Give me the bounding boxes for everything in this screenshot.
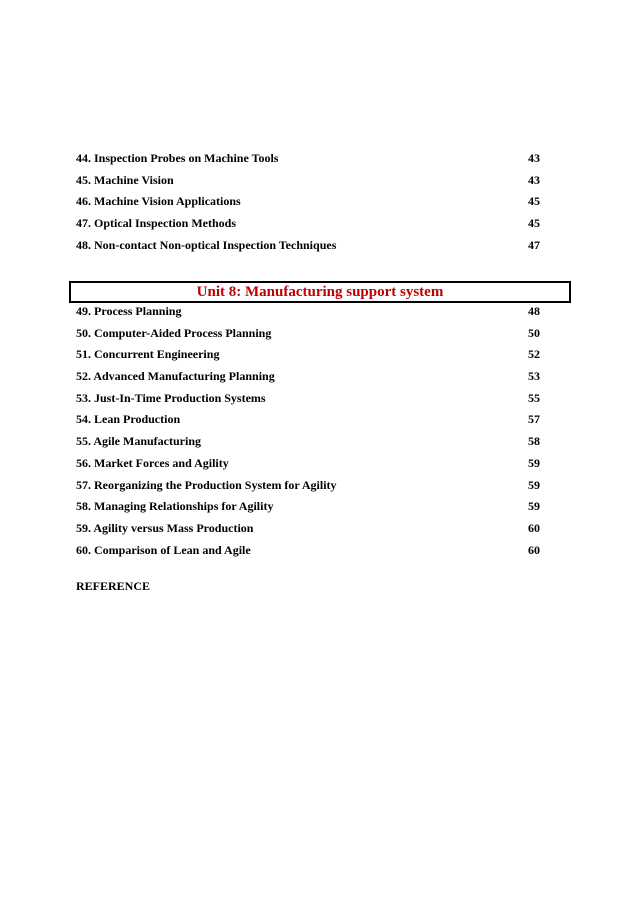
toc-entry-title: 52. Advanced Manufacturing Planning xyxy=(76,369,275,384)
toc-entry-page: 45 xyxy=(528,216,540,231)
toc-entry-page: 59 xyxy=(528,455,540,470)
toc-entry[interactable] xyxy=(76,366,540,388)
toc-entry-page: 59 xyxy=(528,477,540,492)
toc-entry[interactable] xyxy=(76,409,540,431)
toc-entry[interactable] xyxy=(76,170,540,192)
toc-entry[interactable] xyxy=(76,301,540,323)
toc-entry-title: 44. Inspection Probes on Machine Tools xyxy=(76,151,279,165)
toc-entry-title: 55. Agile Manufacturing xyxy=(76,434,201,449)
toc-entry[interactable] xyxy=(76,235,540,257)
unit8-heading: Unit 8: Manufacturing support system xyxy=(196,284,444,300)
toc-entry-title: 56. Market Forces and Agility xyxy=(76,455,229,470)
toc-entry-page: 45 xyxy=(528,194,540,209)
toc-entry-title: 54. Lean Production xyxy=(76,412,181,427)
toc-entry[interactable] xyxy=(76,148,540,170)
toc-unit8-list xyxy=(76,301,540,561)
toc-entry-title: 59. Agility versus Mass Production xyxy=(76,520,254,535)
toc-entry-page: 53 xyxy=(528,369,540,384)
toc-entry-page: 47 xyxy=(528,237,540,252)
toc-entry-title: 48. Non-contact Non-optical Inspection Techniques xyxy=(76,237,337,252)
toc-entry-page: 55 xyxy=(528,390,540,405)
toc-entry-title: 51. Concurrent Engineering xyxy=(76,347,220,362)
toc-entry-title: 49. Process Planning xyxy=(76,304,182,318)
toc-entry-title: 53. Just-In-Time Production Systems xyxy=(76,390,266,405)
reference-entry[interactable]: REFERENCE xyxy=(76,579,151,593)
toc-entry[interactable] xyxy=(76,323,540,345)
toc-entry[interactable] xyxy=(76,475,540,497)
toc-entry-page: 43 xyxy=(528,172,540,187)
toc-entry-page: 43 xyxy=(528,151,540,165)
toc-entry[interactable] xyxy=(76,213,540,235)
toc-entry-title: 46. Machine Vision Applications xyxy=(76,194,241,209)
toc-entry-page: 60 xyxy=(528,520,540,535)
toc-entry[interactable] xyxy=(76,453,540,475)
toc-entry-title: 58. Managing Relationships for Agility xyxy=(76,499,274,514)
toc-entry-title: 47. Optical Inspection Methods xyxy=(76,216,237,231)
toc-entry-page: 50 xyxy=(528,325,540,340)
toc-entry-title: 60. Comparison of Lean and Agile xyxy=(76,542,251,557)
toc-entry-title: 45. Machine Vision xyxy=(76,172,174,187)
toc-entry-page: 52 xyxy=(528,347,540,362)
toc-entry[interactable] xyxy=(76,388,540,410)
toc-unit7-list xyxy=(76,148,540,256)
toc-entry-title: 50. Computer-Aided Process Planning xyxy=(76,325,272,340)
toc-entry-page: 59 xyxy=(528,499,540,514)
toc-entry[interactable] xyxy=(76,540,540,562)
toc-entry-page: 60 xyxy=(528,542,540,557)
unit8-heading-box xyxy=(69,281,571,303)
toc-entry-title: 57. Reorganizing the Production System for Agility xyxy=(76,477,337,492)
toc-entry[interactable] xyxy=(76,431,540,453)
toc-entry-page: 57 xyxy=(528,412,540,427)
toc-entry-page: 48 xyxy=(528,304,540,318)
toc-entry[interactable] xyxy=(76,496,540,518)
toc-entry[interactable] xyxy=(76,191,540,213)
toc-entry[interactable] xyxy=(76,518,540,540)
toc-entry-page: 58 xyxy=(528,434,540,449)
toc-entry[interactable] xyxy=(76,344,540,366)
